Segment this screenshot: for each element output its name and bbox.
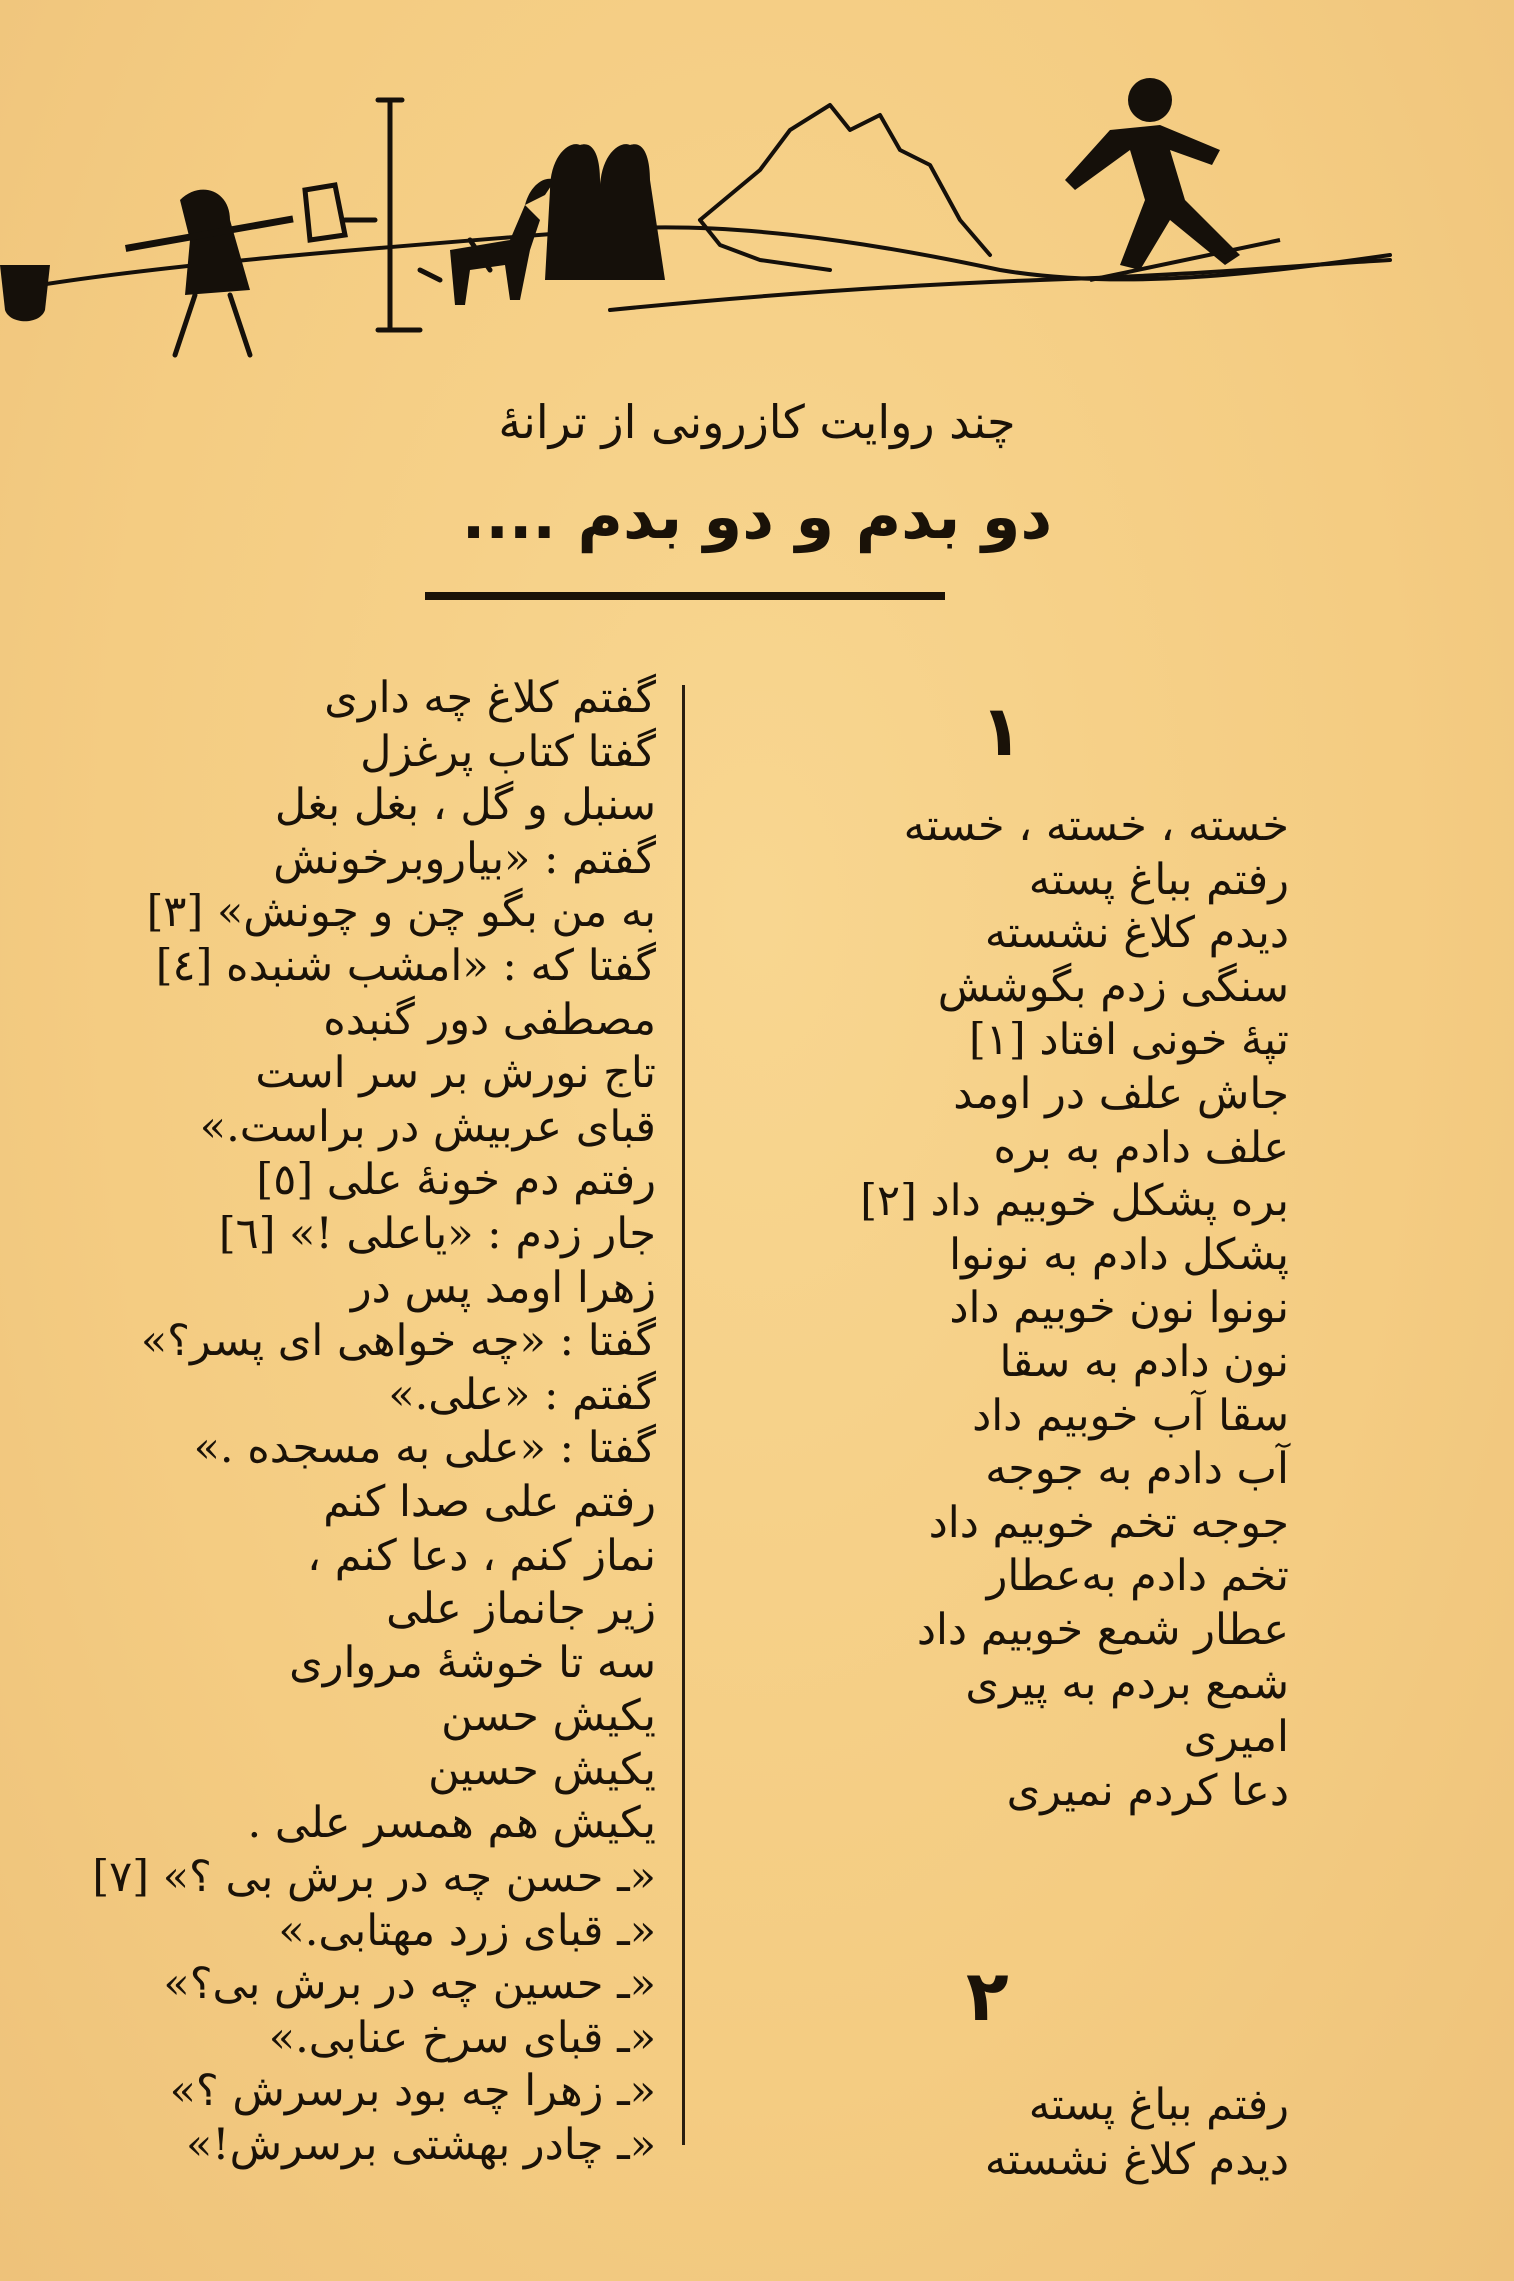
verse-line: دیدم کلاغ نشسته bbox=[984, 908, 1289, 959]
verse-line: سقا آب خوبیم داد bbox=[972, 1390, 1289, 1441]
verse-line: پشکل دادم به نونوا bbox=[949, 1229, 1289, 1280]
verse-line: تاج نورش بر سر است bbox=[255, 1048, 656, 1099]
verse-line: نماز کنم ، دعا کنم ، bbox=[307, 1530, 656, 1581]
right-column bbox=[729, 800, 1289, 1818]
verse-line: «ـ زهرا چه بود برسرش ؟» bbox=[169, 2066, 656, 2117]
section-number-2: ۲ bbox=[966, 1955, 1009, 2037]
right-column-section-2 bbox=[985, 2078, 1289, 2188]
verse-line: گفتا : «علی به مسجده .» bbox=[193, 1423, 656, 1474]
folk-scene-icon bbox=[0, 70, 1514, 390]
verse-line: قبای عربیش در براست.» bbox=[199, 1101, 656, 1152]
verse-line: زهرا اومد پس در bbox=[350, 1262, 656, 1313]
verse-line: به من بگو چن و چونش» [۳] bbox=[146, 887, 656, 938]
verse-line: جار زدم : «یاعلی !» [٦] bbox=[218, 1208, 656, 1259]
verse-line: دعا کردم نمیری bbox=[1006, 1765, 1289, 1816]
verse-line: گفتا که : «امشب شنبده [٤] bbox=[155, 940, 656, 991]
verse-line: تپهٔ خونی افتاد [۱] bbox=[969, 1015, 1289, 1066]
verse-line: «ـ حسین چه در برش بی؟» bbox=[163, 1959, 656, 2010]
left-column bbox=[16, 672, 656, 2173]
verse-line: یکیش هم همسر علی . bbox=[247, 1798, 656, 1849]
section-number-1: ۱ bbox=[980, 690, 1023, 772]
verse-line: نونوا نون خوبیم داد bbox=[949, 1283, 1289, 1334]
verse-line: امیری bbox=[1183, 1712, 1289, 1763]
verse-line: یکیش حسن bbox=[441, 1691, 656, 1742]
verse-line: آب دادم به جوجه bbox=[985, 1444, 1289, 1495]
verse-line: «ـ قبای سرخ عنابی.» bbox=[268, 2012, 656, 2063]
verse-line: سنبل و گل ، بغل بغل bbox=[274, 780, 656, 831]
verse-line: زیر جانماز علی bbox=[386, 1584, 656, 1635]
verse-line: سنگی زدم بگوشش bbox=[937, 961, 1289, 1012]
page-title: دو بدم و دو بدم .... bbox=[461, 480, 1053, 553]
verse-line: نون دادم به سقا bbox=[999, 1336, 1289, 1387]
verse-line: «ـ حسن چه در برش بی ؟» [۷] bbox=[92, 1852, 656, 1903]
verse-line: خسته ، خسته ، خسته bbox=[903, 801, 1289, 851]
verse-line: علف دادم به بره bbox=[993, 1122, 1289, 1173]
verse-line: گفتم : «علی.» bbox=[388, 1369, 656, 1420]
verse-line: شمع بردم به پیری bbox=[965, 1658, 1289, 1709]
verse-line: جوجه تخم خوبیم داد bbox=[928, 1497, 1289, 1548]
verse-line: عطار شمع خوبیم داد bbox=[916, 1604, 1289, 1655]
verse-line: بره پشکل خوبیم داد [۲] bbox=[860, 1176, 1289, 1227]
verse-line: رفتم علی صدا کنم bbox=[323, 1476, 656, 1527]
verse-line: گفتا : «چه خواهی ای پسر؟» bbox=[140, 1316, 656, 1367]
subtitle: چند روایت کازرونی از ترانهٔ bbox=[498, 395, 1016, 449]
verse-line: سه تا خوشهٔ مرواری bbox=[289, 1637, 656, 1688]
verse-line: یکیش حسین bbox=[428, 1744, 656, 1795]
verse-line: دیدم کلاغ نشسته bbox=[984, 2135, 1289, 2185]
verse-line: رفتم بباغ پسته bbox=[1028, 2080, 1289, 2130]
verse-line: گفتا کتاب پرغزل bbox=[360, 726, 656, 777]
verse-line: «ـ قبای زرد مهتابی.» bbox=[278, 1905, 656, 1956]
verse-line: رفتم دم خونهٔ علی [٥] bbox=[256, 1155, 656, 1206]
verse-line: جاش علف در اومد bbox=[953, 1068, 1289, 1119]
verse-line: «ـ چادر بهشتی برسرش!» bbox=[186, 2120, 656, 2171]
verse-line: گفتم : «بیاروبرخونش bbox=[273, 833, 656, 884]
verse-line: گفتم کلاغ چه داری bbox=[324, 673, 656, 723]
title-underline bbox=[425, 592, 945, 600]
verse-line: مصطفی دور گنبده bbox=[323, 994, 656, 1045]
column-divider bbox=[682, 685, 685, 2145]
verse-line: تخم دادم به‌عطار bbox=[986, 1551, 1289, 1602]
verse-line: رفتم بباغ پسته bbox=[1028, 854, 1289, 905]
